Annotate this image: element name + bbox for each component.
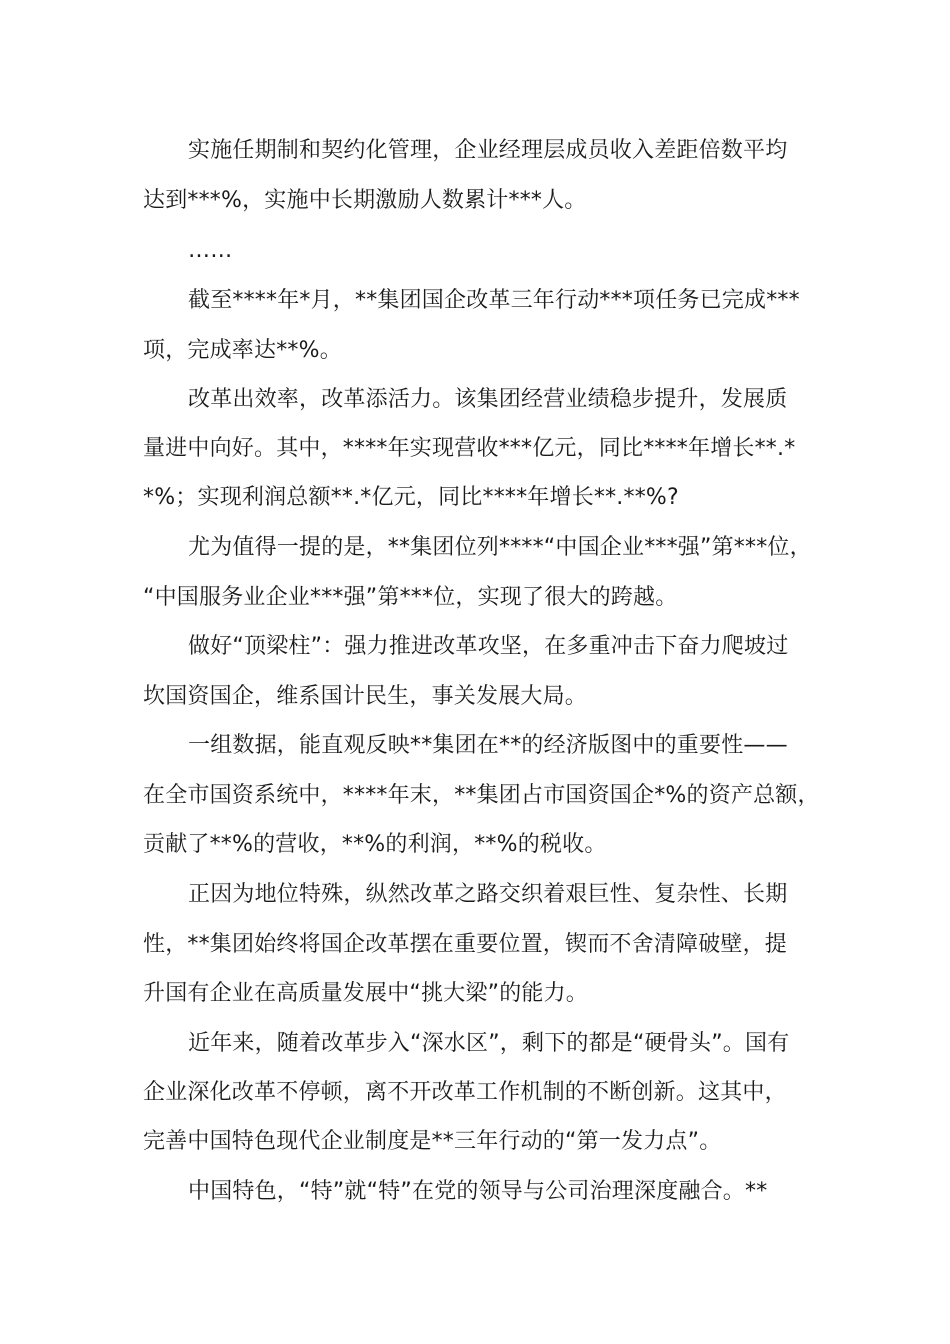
text-line: 中国特色，“特”就“特”在党的领导与公司治理深度融合。** <box>188 1179 768 1204</box>
text-line: 尤为值得一提的是，**集团位列****“中国企业***强”第***位， <box>188 535 812 560</box>
text-line: …… <box>188 238 233 263</box>
text-line: 达到***%，实施中长期激励人数累计***人。 <box>143 188 587 213</box>
text-line: 量进中向好。其中，****年实现营收***亿元，同比****年增长**.* <box>143 436 796 461</box>
text-line: 一组数据，能直观反映**集团在**的经济版图中的重要性—— <box>188 733 788 758</box>
text-line: 坎国资国企，维系国计民生，事关发展大局。 <box>143 684 588 709</box>
text-line: 在全市国资系统中，****年末，**集团占市国资国企*%的资产总额， <box>143 783 820 808</box>
text-line: 升国有企业在高质量发展中“挑大梁”的能力。 <box>143 981 588 1006</box>
text-line: 企业深化改革不停顿，离不开改革工作机制的不断创新。这其中， <box>143 1080 787 1105</box>
text-line: “中国服务业企业***强”第***位，实现了很大的跨越。 <box>143 585 678 610</box>
text-line: 实施任期制和契约化管理，企业经理层成员收入差距倍数平均 <box>188 138 788 163</box>
text-line: 贡献了**%的营收，**%的利润，**%的税收。 <box>143 832 607 857</box>
text-line: 截至****年*月，**集团国企改革三年行动***项任务已完成*** <box>188 288 800 313</box>
text-line: 性，**集团始终将国企改革摆在重要位置，锲而不舍清障破壁，提 <box>143 932 788 957</box>
text-line: 做好“顶梁柱”：强力推进改革攻坚，在多重冲击下奋力爬坡过 <box>188 634 789 659</box>
text-line: 完善中国特色现代企业制度是**三年行动的“第一发力点”。 <box>143 1129 722 1154</box>
text-line: 改革出效率，改革添活力。该集团经营业绩稳步提升，发展质 <box>188 387 788 412</box>
text-line: *%；实现利润总额**.*亿元，同比****年增长**.**%? <box>143 485 679 510</box>
text-line: 近年来，随着改革步入“深水区”，剩下的都是“硬骨头”。国有 <box>188 1031 790 1056</box>
text-line: 项，完成率达**%。 <box>143 338 342 363</box>
text-line: 正因为地位特殊，纵然改革之路交织着艰巨性、复杂性、长期 <box>188 882 788 907</box>
